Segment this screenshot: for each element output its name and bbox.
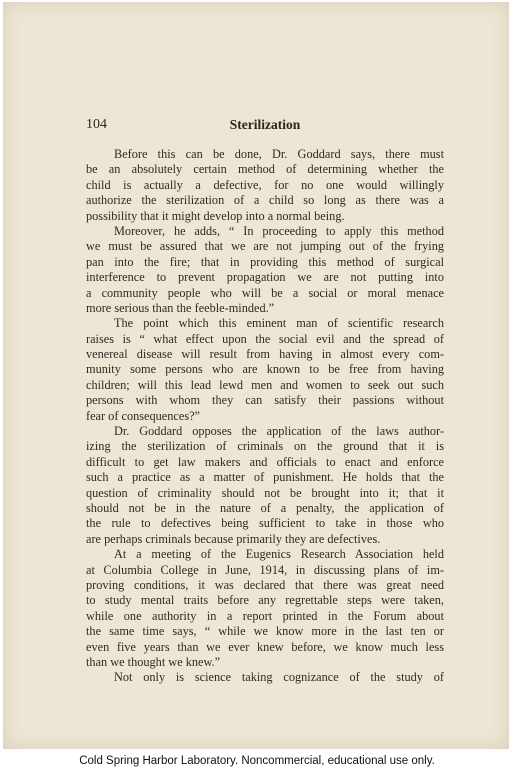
text-line: the rule to defectives being sufficient to take in those who — [86, 516, 444, 531]
text-line: child is actually a defective, for no one would willingly — [86, 177, 444, 192]
body-text — [86, 147, 444, 686]
text-line: should not be in the nature of a penalty, the application of — [86, 500, 444, 515]
text-line: even five years than we ever knew before, we know much less — [86, 639, 444, 654]
running-head: Sterilization — [229, 117, 301, 132]
page-number: 104 — [86, 117, 107, 132]
text-line: question of criminality should not be brought into it; that it — [86, 485, 444, 500]
text-line: munity some persons who are known to be free from having — [86, 362, 444, 377]
text-line: to study mental traits before any regrettable steps were taken, — [86, 593, 444, 608]
text-line: while one authority in a report printed in the Forum about — [86, 608, 444, 623]
text-line: venereal disease will result from having in almost every com- — [86, 347, 444, 362]
text-line: are perhaps criminals because primarily they are defectives. — [86, 531, 381, 546]
text-line: proving conditions, it was declared that there was great need — [86, 577, 444, 592]
text-line: pan into the fire; that in providing this method of surgical — [86, 254, 444, 269]
text-line: Dr. Goddard opposes the application of the laws author- — [114, 424, 444, 439]
text-line: fear of consequences?” — [86, 408, 201, 423]
text-line: such a practice as a matter of punishment. He holds that the — [86, 470, 444, 485]
text-line: raises is “ what effect upon the social evil and the spread of — [86, 331, 444, 346]
text-line: authorize the sterilization of a child so long as there was a — [86, 193, 444, 208]
text-line: The point which this eminent man of scientific research — [114, 316, 444, 331]
text-line: a community people who will be a social or moral menace — [86, 285, 444, 300]
text-line: izing the sterilization of criminals on the ground that it is — [86, 439, 444, 454]
text-line: Before this can be done, Dr. Goddard says, there must — [114, 147, 444, 161]
text-line: Not only is science taking cognizance of the study of — [114, 670, 444, 685]
text-line: possibility that it might develop into a normal being. — [86, 208, 345, 223]
text-line: we must be assured that we are not jumping out of the frying — [86, 239, 444, 254]
page-header — [86, 117, 444, 137]
text-line: be an absolutely certain method of determining whether the — [86, 162, 444, 177]
text-line: than we thought we knew.” — [86, 654, 221, 669]
text-line: more serious than the feeble-minded.” — [86, 300, 275, 315]
text-line: persons with whom they can satisfy their passions without — [86, 393, 444, 408]
text-line: difficult to get law makers and officials to enact and enforce — [86, 454, 444, 469]
text-line: At a meeting of the Eugenics Research Association held — [114, 547, 444, 562]
text-line: children; will this lead lewd men and women to seek out such — [86, 377, 444, 392]
text-line: the same time says, “ while we know more in the last ten or — [86, 624, 444, 639]
text-line: interference to prevent propagation we are not putting into — [86, 270, 444, 285]
text-line: Moreover, he adds, “ In proceeding to apply this method — [114, 223, 444, 238]
text-line: at Columbia College in June, 1914, in discussing plans of im- — [86, 562, 444, 577]
archive-credit-footer: Cold Spring Harbor Laboratory. Noncommercial, educational use only. — [79, 755, 435, 767]
